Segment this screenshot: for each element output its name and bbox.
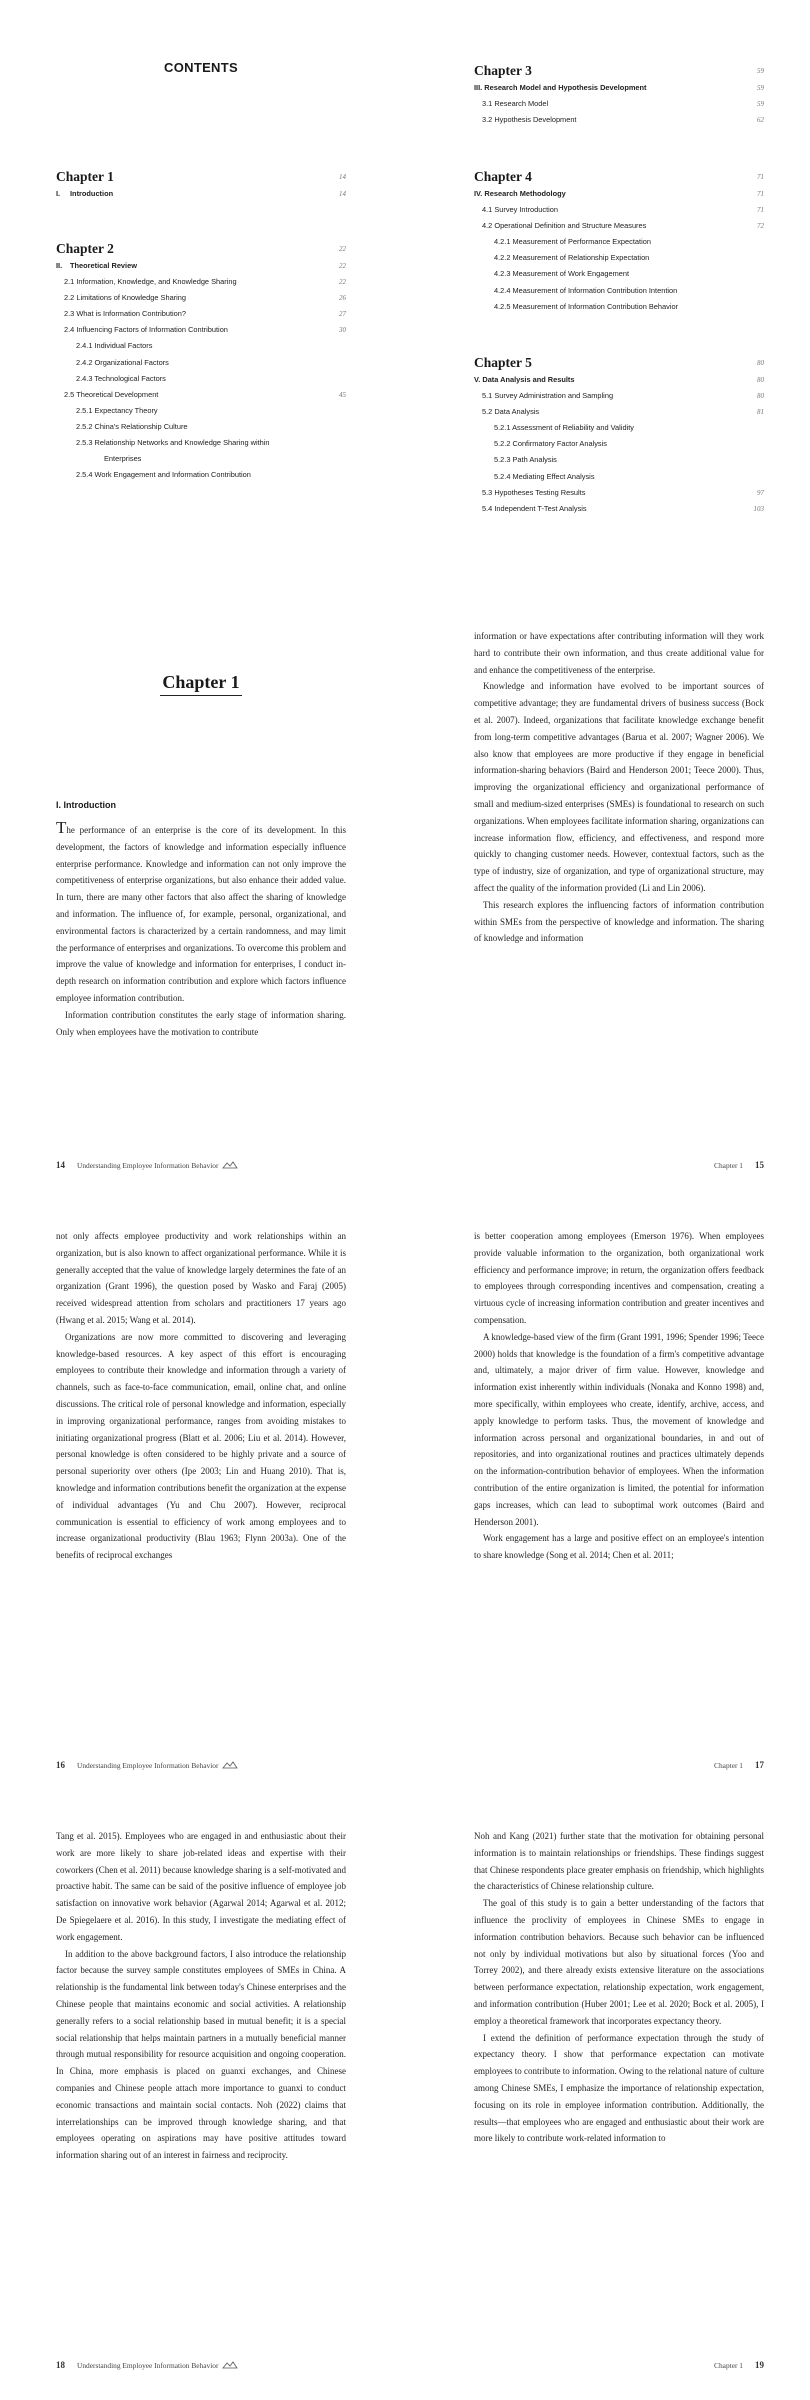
contents-spread	[0, 0, 810, 600]
toc-entry-label	[56, 186, 113, 202]
toc-entry-label	[56, 306, 186, 322]
toc-chapter-block	[474, 354, 764, 517]
toc-entry[interactable]	[474, 96, 764, 112]
toc-chapter-title: Chapter 5	[474, 355, 532, 370]
toc-entry-text: 5.1 Survey Administration and Sampling	[482, 391, 614, 401]
toc-entry-text: 2.2 Limitations of Knowledge Sharing	[64, 293, 187, 303]
spread-pages-16-17	[0, 1200, 810, 1800]
toc-entry-number: I.	[56, 189, 61, 198]
toc-entry-label	[56, 338, 152, 354]
section-heading: I. Introduction	[56, 800, 116, 810]
page-17	[474, 1200, 764, 1800]
toc-page-number: 45	[339, 390, 346, 399]
toc-entry-text: 3.2 Hypothesis Development	[482, 115, 577, 125]
page-16	[56, 1200, 346, 1800]
page-number: 15	[755, 1160, 764, 1170]
body-text	[474, 628, 764, 947]
toc-entry[interactable]	[474, 452, 764, 468]
toc-entry[interactable]	[56, 338, 346, 354]
toc-entry[interactable]	[56, 435, 346, 451]
toc-chapter-title: Chapter 1	[56, 169, 114, 184]
toc-entry[interactable]	[474, 420, 764, 436]
toc-entry-text: 3.1 Research Model	[482, 99, 549, 109]
toc-page-number: 59	[757, 67, 764, 75]
toc-chapter-block	[56, 240, 346, 483]
toc-entry-label	[474, 202, 558, 218]
running-title: Understanding Employee Information Behavior	[77, 1160, 219, 1170]
toc-entry[interactable]	[56, 371, 346, 387]
toc-entry-label	[474, 452, 557, 468]
toc-chapter-heading[interactable]	[474, 168, 764, 186]
body-text	[56, 818, 346, 1040]
toc-entry[interactable]	[56, 387, 346, 403]
toc-page-number: 22	[339, 278, 346, 287]
paragraph: information or have expectations after contributing information will they work hard to contribute their own information, and thus create additional value for and enhance the competitiveness of the enterprise.	[474, 631, 764, 675]
toc-entry-label	[474, 96, 548, 112]
toc-chapter-title: Chapter 2	[56, 241, 114, 256]
toc-entry-label	[56, 419, 188, 435]
toc-entry-label	[474, 372, 575, 388]
toc-entry-text: 4.1 Survey Introduction	[482, 205, 559, 215]
toc-entry-label	[474, 485, 585, 501]
body-text	[56, 1228, 346, 1564]
toc-entry-label	[56, 355, 169, 371]
toc-entry-label	[56, 403, 158, 419]
toc-entry[interactable]	[56, 451, 346, 467]
toc-entry-label	[56, 290, 186, 306]
toc-entry-text: 4.2 Operational Definition and Structure Measures	[482, 221, 647, 231]
toc-page-number: 59	[757, 100, 764, 109]
toc-chapter-heading[interactable]	[474, 354, 764, 372]
toc-entry-label	[474, 299, 678, 315]
page-footer	[56, 1160, 346, 1170]
toc-page-left	[56, 0, 346, 600]
toc-entry[interactable]	[474, 218, 764, 234]
toc-entry-text: 5.3 Hypotheses Testing Results	[482, 487, 586, 497]
toc-entry-label	[474, 234, 651, 250]
toc-entry-label	[474, 436, 607, 452]
toc-entry[interactable]	[474, 299, 764, 315]
toc-entry[interactable]	[56, 258, 346, 274]
page-number: 18	[56, 2360, 65, 2370]
toc-entry-label	[474, 250, 649, 266]
toc-entry-label	[56, 258, 137, 274]
toc-entry-text: 4.2.2 Measurement of Relationship Expectation	[494, 253, 650, 263]
publisher-logo-icon	[222, 1161, 238, 1169]
toc-chapter-heading[interactable]	[56, 240, 346, 258]
publisher-logo-icon	[222, 1761, 238, 1769]
page-number: 14	[56, 1160, 65, 1170]
toc-entry[interactable]	[474, 112, 764, 128]
toc-page-number: 71	[757, 190, 764, 198]
toc-entry-label	[474, 266, 629, 282]
toc-entry[interactable]	[56, 290, 346, 306]
paragraph: Tang et al. 2015). Employees who are engaged in and enthusiastic about their work are more likely to share job-related ideas and expertise with their coworkers (Chen et al. 2011) because knowledge sharing is a self-motivated and proactive habit. The same can be said of the positive influence of employee job satisfaction on innovative work behavior (Agarwal 2014; Agarwal et al. 2012; De Spiegelaere et al. 2016). In this study, I investigate the mediating effect of work engagement.	[56, 1831, 346, 1942]
toc-entry-text: 2.5.1 Expectancy Theory	[76, 405, 158, 415]
toc-page-number: 80	[757, 392, 764, 401]
toc-page-number: 14	[339, 190, 346, 198]
toc-entry-text: Theoretical Review	[70, 261, 137, 270]
page-footer	[56, 2360, 346, 2370]
toc-entry-text: V. Data Analysis and Results	[474, 375, 575, 384]
page-footer	[474, 1160, 764, 1170]
page-number: 19	[755, 2360, 764, 2370]
body-text	[56, 1828, 346, 2164]
toc-page-number: 14	[339, 173, 346, 181]
toc-entry[interactable]	[56, 403, 346, 419]
toc-entry-text: 4.2.4 Measurement of Information Contribution Intention	[494, 285, 678, 295]
paragraph: I extend the definition of performance expectation through the study of expectancy theory. I show that performance expectation can motivate employees to contribute to information. Owing to the relational nature of culture among Chinese SMEs, I emphasize the importance of relationship expectation, focusing on its role in employee information contribution. Additionally, the results—that employees who are engaged and enthusiastic about their work are more likely to contribute work-related information to	[474, 2032, 764, 2144]
toc-entry-label	[474, 404, 539, 420]
toc-entry-label	[474, 218, 646, 234]
toc-entry-text: 2.4.3 Technological Factors	[76, 373, 166, 383]
toc-title: CONTENTS	[164, 60, 238, 75]
toc-entry-label	[56, 274, 237, 290]
toc-entry-text: 5.2.1 Assessment of Reliability and Validity	[494, 423, 634, 433]
running-chapter: Chapter 1	[714, 1160, 743, 1170]
toc-entry[interactable]	[474, 202, 764, 218]
toc-entry-label	[56, 371, 166, 387]
toc-page-number: 22	[339, 245, 346, 253]
toc-page-number: 81	[757, 408, 764, 417]
toc-entry-label	[474, 420, 634, 436]
page-19	[474, 1800, 764, 2400]
toc-entry-label	[474, 501, 587, 517]
toc-chapter-title: Chapter 4	[474, 169, 532, 184]
toc-entry-text: 4.2.3 Measurement of Work Engagement	[494, 269, 630, 279]
paragraph: not only affects employee productivity and work relationships within an organization, but is also known to affect organizational performance. While it is generally accepted that the value of knowledge largely determines the fate of an organization (Grant 1996), the question posed by Wasko and Faraj (2005) received widespread attention from scholars and practitioners 17 years ago (Hwang et al. 2015; Wang et al. 2014).	[56, 1231, 346, 1325]
toc-entry-label	[56, 387, 158, 403]
toc-page-number: 59	[757, 84, 764, 92]
toc-entry-text: 2.4.1 Individual Factors	[76, 341, 153, 351]
page-footer	[474, 1760, 764, 1770]
toc-entry[interactable]	[474, 372, 764, 388]
toc-entry-text: 5.2.4 Mediating Effect Analysis	[494, 471, 595, 481]
body-text	[474, 1828, 764, 2147]
toc-page-number: 71	[757, 206, 764, 215]
paragraph: Work engagement has a large and positive effect on an employee's intention to share knowledge (Song et al. 2014; Chen et al. 2011;	[474, 1533, 764, 1561]
toc-entry-label	[56, 322, 228, 338]
toc-entry-label	[56, 467, 251, 483]
toc-entry-text: 2.3 What is Information Contribution?	[64, 309, 187, 319]
toc-page-right	[474, 0, 764, 600]
paragraph: Knowledge and information have evolved to be important sources of competitive advantage; they are fundamental drivers of business success (Bock et al. 2007). Indeed, organizations that facilitate knowledge exchange benefit from long-term competitive advantages (Barua et al. 2007; Wagner 2006). We also know that employees are more productive if they engage in beneficial information-sharing behaviors (Baird and Henderson 2001; Teece 2000). Thus, improving the organizational efficiency and organizational performance of small and medium-sized enterprises (SMEs) is foundational to research on such organizations. When employees facilitate information sharing, organizations can increase information flow, efficiency, and effectiveness, and respond more quickly to changing customer needs. However, contextual factors, such as the type of industry, size of organization, and type of organizational structure, may affect the quality of the information provided (Li and Lin 2006).	[474, 681, 764, 893]
running-title: Understanding Employee Information Behavior	[77, 1760, 219, 1770]
page-number: 17	[755, 1760, 764, 1770]
body-text	[474, 1228, 764, 1564]
toc-entry[interactable]	[474, 234, 764, 250]
toc-entry-text: IV. Research Methodology	[474, 189, 566, 198]
toc-page-number: 103	[753, 504, 764, 513]
spread-pages-14-15	[0, 600, 810, 1200]
toc-entry[interactable]	[474, 404, 764, 420]
page-18	[56, 1800, 346, 2400]
toc-entry[interactable]	[56, 355, 346, 371]
toc-entry-label	[474, 80, 647, 96]
toc-entry-label	[474, 388, 613, 404]
toc-entry[interactable]	[474, 283, 764, 299]
toc-entry-text: III. Research Model and Hypothesis Development	[474, 83, 647, 92]
toc-entry[interactable]	[474, 501, 764, 517]
toc-entry[interactable]	[474, 80, 764, 96]
toc-chapter-heading[interactable]	[474, 62, 764, 80]
toc-entry-number: II.	[56, 261, 63, 270]
paragraph: A knowledge-based view of the firm (Grant 1991, 1996; Spender 1996; Teece 2000) holds that knowledge is the foundation of a firm's competitive advantage and, ultimately, a major driver of firm value. However, knowledge and information exist inherently within individuals (Nonaka and Konno 1998) and, more specifically, within employees who create, identify, archive, access, and apply knowledge to perform tasks. Thus, the movement of knowledge and information across personal and organizational boundaries, in and out of repositories, and into organizational routines and practices ultimately depends on the information-contribution behavior of employees. When the information contribution of the entire organization is limited, the potential for information gaps increases, which can lead to suboptimal work outcomes (Baird and Henderson 2001).	[474, 1331, 764, 1527]
toc-entry-label	[56, 451, 141, 467]
toc-entry-label	[474, 112, 577, 128]
toc-entry[interactable]	[474, 485, 764, 501]
toc-entry-text: 4.2.1 Measurement of Performance Expectation	[494, 237, 651, 247]
toc-chapter-heading[interactable]	[56, 168, 346, 186]
toc-entry[interactable]	[56, 306, 346, 322]
paragraph: This research explores the influencing factors of information contribution within SMEs from the perspective of knowledge and information. The sharing of knowledge and information	[474, 899, 764, 944]
toc-entry-text: Enterprises	[104, 454, 142, 464]
toc-entry-label	[474, 186, 566, 202]
paragraph: Noh and Kang (2021) further state that the motivation for obtaining personal information is to maintain relationships or friendships. These findings suggest that Chinese respondents place greater emphasis on friendship, which highlights the characteristics of Chinese relationship culture.	[474, 1831, 764, 1892]
running-chapter: Chapter 1	[714, 2360, 743, 2370]
chapter-heading: Chapter 1	[56, 672, 346, 693]
toc-chapter-block	[474, 168, 764, 315]
page-14	[56, 600, 346, 1200]
page-15	[474, 600, 764, 1200]
toc-entry-text: 2.5.2 China's Relationship Culture	[76, 421, 188, 431]
toc-entry[interactable]	[474, 469, 764, 485]
toc-entry-text: 2.5 Theoretical Development	[64, 389, 159, 399]
toc-entry-text: 2.5.4 Work Engagement and Information Contribution	[76, 470, 251, 480]
publisher-logo-icon	[222, 2361, 238, 2369]
toc-page-number: 22	[339, 262, 346, 270]
toc-page-number: 72	[757, 222, 764, 231]
toc-entry-text: 2.4 Influencing Factors of Information Contribution	[64, 325, 228, 335]
toc-page-number: 80	[757, 359, 764, 367]
toc-entry[interactable]	[474, 266, 764, 282]
page-number: 16	[56, 1760, 65, 1770]
paragraph: The goal of this study is to gain a better understanding of the factors that influence the proclivity of employees in Chinese SMEs to engage in information contribution behaviors. Because such behavior can be influenced not only by individual motivations but also by situational forces (Yoo and Torrey 2002), and there already exists extensive literature on the associations between performance expectation, relationship expectation, work engagement, and information contribution (Huber 2001; Lee et al. 2020; Bock et al. 2005), I employ a theoretical framework that incorporates expectancy theory.	[474, 1898, 764, 2026]
toc-entry-text: 2.5.3 Relationship Networks and Knowledge Sharing within	[76, 438, 270, 448]
toc-page-number: 80	[757, 376, 764, 384]
toc-page-number: 71	[757, 173, 764, 181]
paragraph: is better cooperation among employees (Emerson 1976). When employees provide valuable information to the organization, both organizational work efficiency and performance improve; in return, the organization offers feedback to employees through corresponding incentives and compensation, creating a virtuous cycle of increasing information contribution and greater incentives and compensation.	[474, 1231, 764, 1325]
toc-entry[interactable]	[474, 388, 764, 404]
toc-entry-label	[474, 469, 595, 485]
running-title: Understanding Employee Information Behavior	[77, 2360, 219, 2370]
toc-page-number: 97	[757, 488, 764, 497]
running-chapter: Chapter 1	[714, 1760, 743, 1770]
paragraph: Information contribution constitutes the early stage of information sharing. Only when employees have the motivation to contribute	[56, 1009, 346, 1037]
toc-entry-label	[474, 283, 677, 299]
toc-page-number: 26	[339, 294, 346, 303]
toc-entry-text: 2.1 Information, Knowledge, and Knowledge Sharing	[64, 277, 237, 287]
toc-entry-text: 5.2 Data Analysis	[482, 407, 540, 417]
toc-page-number: 62	[757, 116, 764, 125]
toc-entry-text: 5.2.2 Confirmatory Factor Analysis	[494, 439, 607, 449]
toc-entry[interactable]	[474, 436, 764, 452]
toc-entry-text: Introduction	[70, 189, 114, 198]
toc-entry-text: 4.2.5 Measurement of Information Contribution Behavior	[494, 301, 679, 311]
page-footer	[474, 2360, 764, 2370]
page-footer	[56, 1760, 346, 1770]
paragraph: Organizations are now more committed to discovering and leveraging knowledge-based resources. A key aspect of this effort is encouraging employees to contribute their knowledge and information through a variety of channels, such as face-to-face communication, email, online chat, and online discussions. The critical role of personal knowledge and information, especially in improving organizational performance, ranges from avoiding mistakes to initiating organizational progress (Blatt et al. 2006; Liu et al. 2014). However, personal knowledge is often considered to be highly private and a source of personal superiority over others (Ipe 2003; Lin and Huang 2010). That is, knowledge and information contributions benefit the organization at the expense of individual advantages (Yu and Chu 2007). However, reciprocal communication is essential to efficiency of work among employees and to increase organizational productivity (Blau 1963; Flynn 2003a). One of the benefits of reciprocal exchanges	[56, 1331, 346, 1561]
toc-entry[interactable]	[56, 322, 346, 338]
toc-entry[interactable]	[474, 250, 764, 266]
toc-page-number: 30	[339, 326, 346, 335]
toc-entry[interactable]	[56, 467, 346, 483]
toc-chapter-title: Chapter 3	[474, 63, 532, 78]
toc-entry-text: 2.4.2 Organizational Factors	[76, 357, 169, 367]
toc-entry-text: 5.4 Independent T-Test Analysis	[482, 503, 587, 513]
toc-entry[interactable]	[56, 419, 346, 435]
drop-cap: T	[56, 818, 67, 837]
toc-entry[interactable]	[474, 186, 764, 202]
spread-pages-18-19	[0, 1800, 810, 2400]
toc-entry[interactable]	[56, 186, 346, 202]
toc-entry-label	[56, 435, 270, 451]
paragraph: The performance of an enterprise is the core of its development. In this development, the factors of knowledge and information especially influence enterprise performance. Knowledge and information can not only improve the competitiveness of enterprise organizations, but also enhance their added value. In turn, there are many other factors that also affect the sharing of knowledge and information. The influence of, for example, personal, organizational, and environmental factors is characterized by a certain randomness, and may limit the performance of enterprises and organizations. To overcome this problem and improve the value of knowledge and information for enterprises, I conduct in-depth research on information contribution and explore which factors influence employee information contribution.	[56, 818, 346, 1003]
paragraph: In addition to the above background factors, I also introduce the relationship factor because the survey sample constitutes employees of SMEs in China. A relationship is the fundamental link between today's Chinese enterprises and the Chinese people that maintains economic and social activities. A relationship generally refers to a social relationship based in mutual benefit; it is a special social relationship that helps maintain partners in a mutually beneficial manner through mutual responsibility for resource acquisition and ongoing cooperation. In China, more emphasis is placed on guanxi exchanges, and Chinese companies and Chinese people attach more importance to guanxi to conduct economic transactions and maintain social contacts. Noh (2022) claims that interrelationships can be improved through knowledge sharing, and that employees operating on aspirations may have positive attitudes toward information sharing out of an interest in fairness and reciprocity.	[56, 1948, 346, 2161]
toc-chapter-block	[56, 168, 346, 202]
toc-chapter-block	[474, 62, 764, 128]
toc-page-number: 27	[339, 310, 346, 319]
toc-entry[interactable]	[56, 274, 346, 290]
toc-entry-text: 5.2.3 Path Analysis	[494, 455, 557, 465]
